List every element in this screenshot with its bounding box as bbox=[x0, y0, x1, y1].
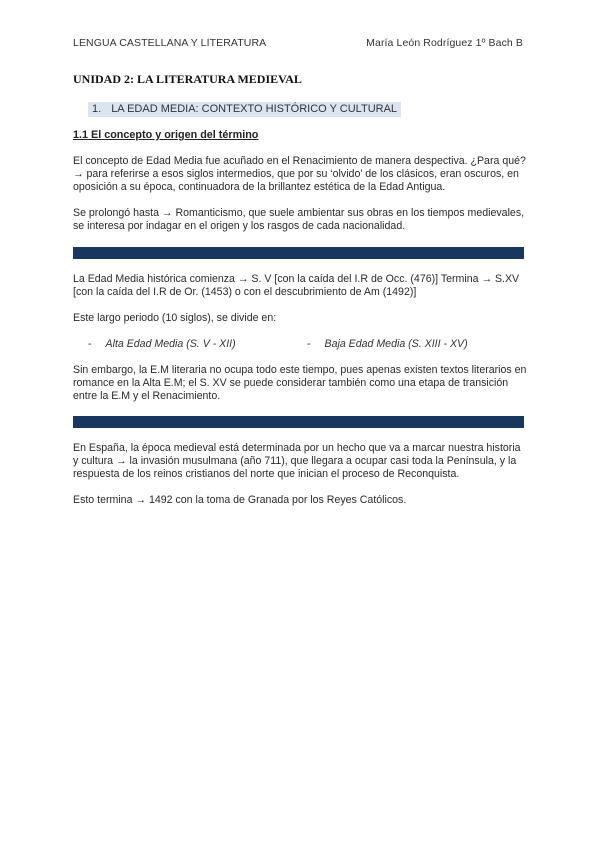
list-item bbox=[307, 338, 468, 350]
list-item-label: Baja Edad Media (S. XIII - XV) bbox=[324, 338, 468, 350]
unit-title: UNIDAD 2: LA LITERATURA MEDIEVAL bbox=[73, 72, 302, 86]
list-item-label: Alta Edad Media (S. V - XII) bbox=[105, 338, 236, 350]
paragraph-division: Este largo periodo (10 siglos), se divide en: bbox=[73, 312, 277, 324]
divider-bar bbox=[73, 247, 524, 259]
paragraph-spain: En España, la época medieval está determinada por un hecho que va a marcar nuestra historia y cultura → la invasión musulmana (año 711), que llegara a ocupar casi toda la Península, y la respuesta de los reinos cristianos del norte que inician el proceso de Reconquista. bbox=[73, 442, 521, 481]
header-course: LENGUA CASTELLANA Y LITERATURA bbox=[73, 37, 267, 49]
subheading: 1.1 El concepto y origen del término bbox=[73, 129, 259, 141]
paragraph-literary: Sin embargo, la E.M literaria no ocupa todo este tiempo, pues apenas existen textos literarios en romance en la Alta E.M; el S. XV se puede considerar también como una etapa de transición entre la E.M y el Renacimiento. bbox=[73, 364, 527, 403]
divider-bar bbox=[73, 416, 524, 428]
paragraph-romanticism: Se prolongó hasta → Romanticismo, que suele ambientar sus obras en los tiempos medievales, se interesa por indagar en el origen y los rasgos de cada nacionalidad. bbox=[73, 207, 525, 233]
list-dash: - bbox=[88, 338, 92, 350]
section-title-text: LA EDAD MEDIA: CONTEXTO HISTÓRICO Y CULTURAL bbox=[111, 103, 398, 115]
section-heading bbox=[88, 102, 401, 117]
paragraph-historical: La Edad Media histórica comienza → S. V [con la caída del I.R de Occ. (476)] Termina → S.XV [con la caída del I.R de Or. (1453) o con el descubrimiento de Am (1492)] bbox=[73, 273, 520, 299]
list-dash: - bbox=[307, 338, 311, 350]
list-item bbox=[88, 338, 236, 350]
header-author: María León Rodríguez 1º Bach B bbox=[366, 37, 523, 49]
section-number: 1. bbox=[92, 103, 102, 115]
paragraph-end: Esto termina → 1492 con la toma de Granada por los Reyes Católicos. bbox=[73, 494, 407, 506]
paragraph-concept: El concepto de Edad Media fue acuñado en el Renacimiento de manera despectiva. ¿Para qué? → para referirse a esos siglos intermedios, que por su ‘olvido’ de los clásicos, eran oscuros, en oposición a su época, continuadora de la brillantez estética de la Edad Antigua. bbox=[73, 155, 526, 194]
